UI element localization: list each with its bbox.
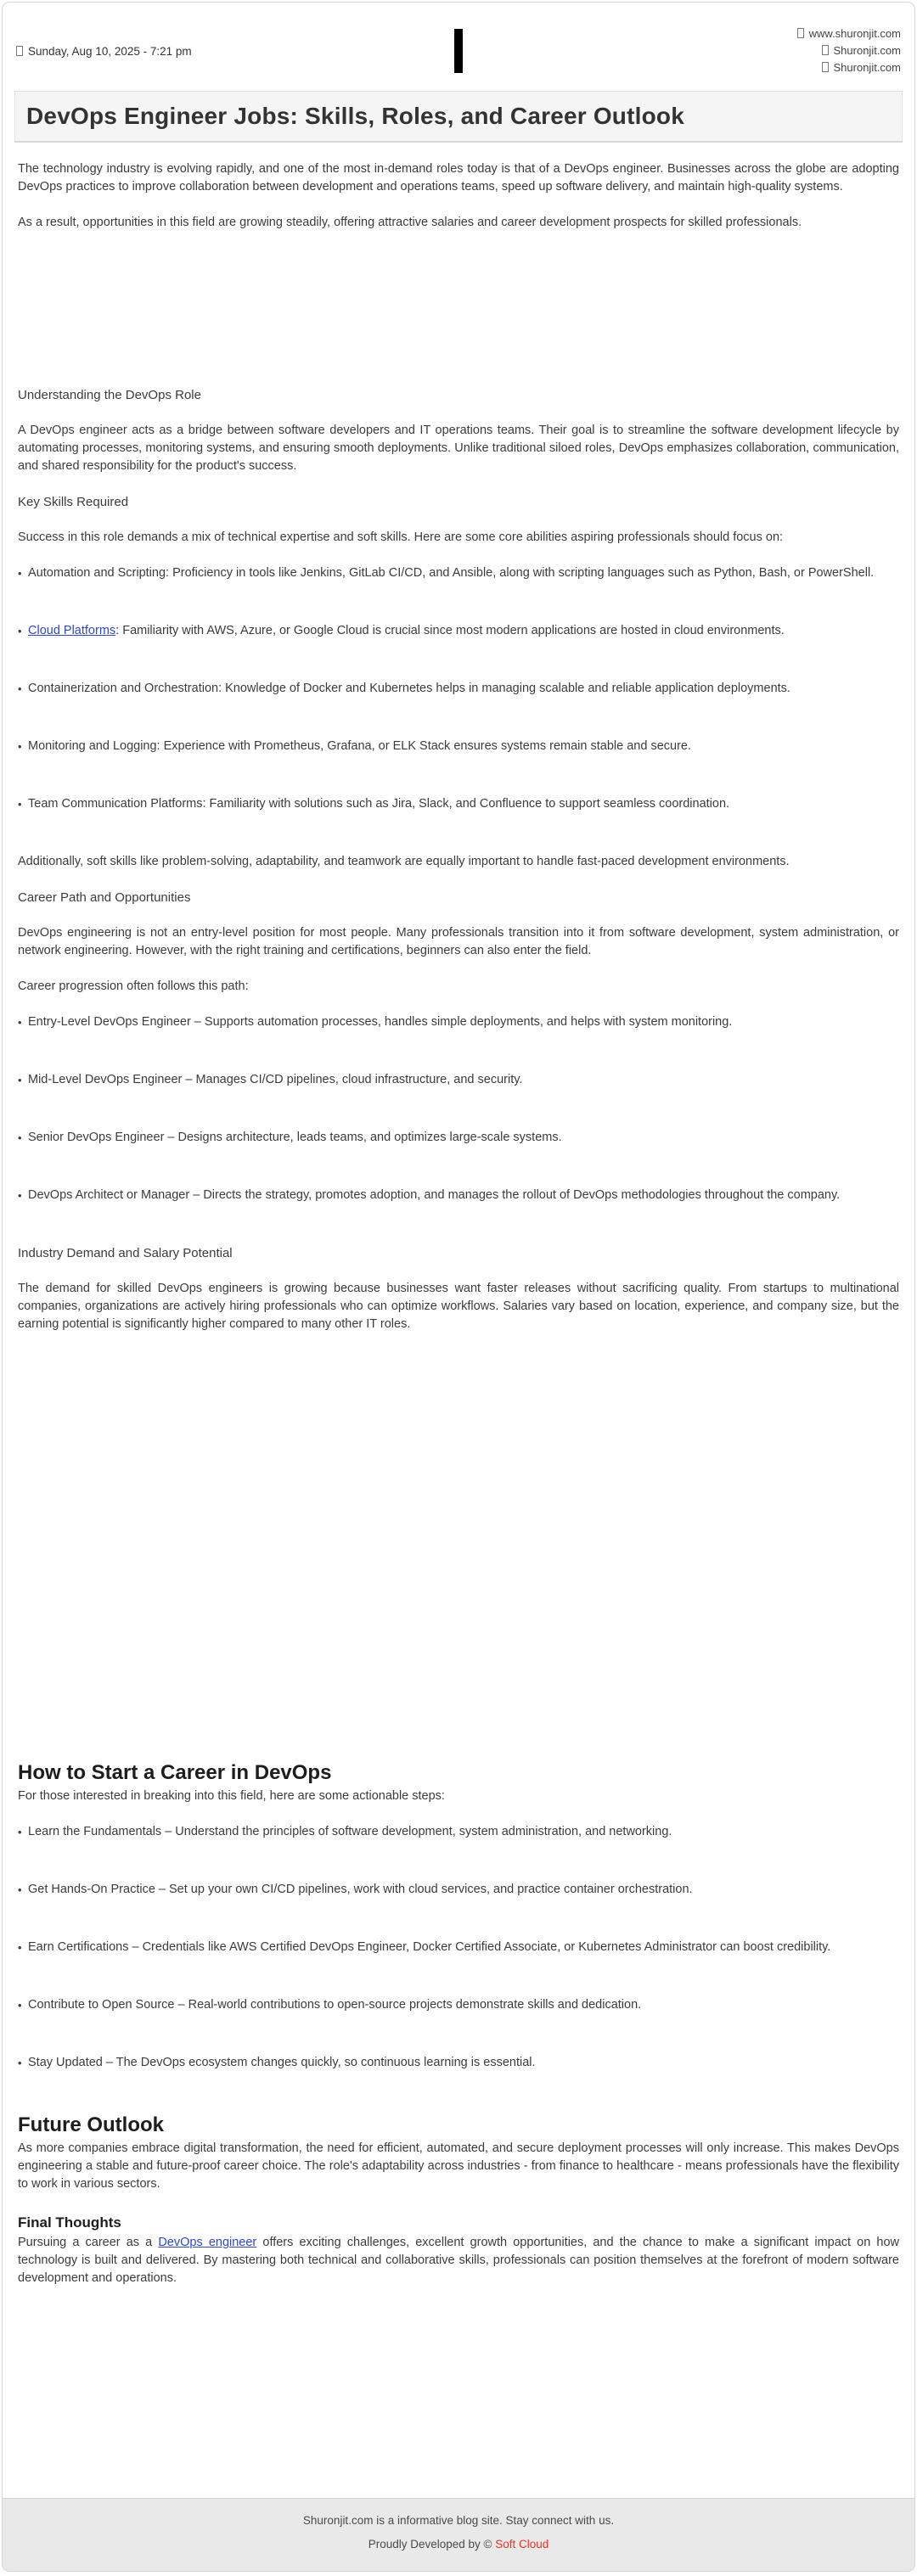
footer-credit-text: Proudly Developed by © bbox=[368, 2538, 496, 2551]
list-item bbox=[28, 680, 899, 698]
article-body bbox=[3, 143, 914, 2472]
industry-paragraph: The demand for skilled DevOps engineers is growing because businesses want faster releases without sacrificing quality. From startups to multinational companies, organizations are actively hiring professionals who can optimize workflows. Salaries vary based on location, experience, and company size, but the earning potential is significantly higher compared to many other IT roles. bbox=[18, 1282, 899, 1331]
section-heading-final-thoughts: Final Thoughts bbox=[18, 2214, 121, 2231]
cloud-platforms-link[interactable]: Cloud Platforms bbox=[28, 624, 116, 637]
list-item-text: : Familiarity with AWS, Azure, or Google Cloud is crucial since most modern applications are hosted in cloud environments. bbox=[115, 624, 785, 637]
list-item-text: Monitoring and Logging: Experience with Prometheus, Grafana, or ELK Stack ensures systems remain stable and secure. bbox=[28, 739, 691, 753]
soft-skills-note: Additionally, soft skills like problem-solving, adaptability, and teamwork are equally important to handle fast-paced development environments. bbox=[18, 855, 790, 868]
section-heading-key-skills: Key Skills Required bbox=[18, 495, 129, 509]
list-item bbox=[28, 795, 899, 813]
site-footer bbox=[3, 2498, 914, 2571]
site-link-1[interactable]: Shuronjit.com bbox=[833, 44, 901, 57]
understanding-paragraph: A DevOps engineer acts as a bridge between software developers and IT operations teams. Their goal is to streamline the software development lifecycle by automating processes, monitoring systems, and ensuring smooth deployments. Unlike traditional siloed roles, DevOps emphasizes collaboration, communication, and shared responsibility for the product's success. bbox=[18, 424, 899, 473]
list-item bbox=[28, 1129, 899, 1147]
career-path-list bbox=[18, 1013, 899, 1204]
site-links bbox=[463, 25, 901, 76]
site-link-2[interactable]: Shuronjit.com bbox=[833, 61, 901, 74]
empty-ad-slot bbox=[18, 250, 899, 368]
post-date: Sunday, Aug 10, 2025 - 7:21 pm bbox=[28, 44, 192, 58]
intro-paragraph-1: The technology industry is evolving rapidly, and one of the most in-demand roles today is that of a DevOps engineer. Businesses across the globe are adopting DevOps practices to improve collaboration between development and operations teams, speed up software delivery, and maintain high-quality systems. bbox=[18, 162, 899, 194]
globe-icon bbox=[797, 28, 804, 38]
empty-ad-slot bbox=[18, 1351, 899, 1754]
list-item bbox=[28, 1996, 899, 2014]
how-to-start-list bbox=[18, 1823, 899, 2072]
section-heading-career-path: Career Path and Opportunities bbox=[18, 890, 191, 905]
section-heading-industry: Industry Demand and Salary Potential bbox=[18, 1246, 233, 1260]
article-title: DevOps Engineer Jobs: Skills, Roles, and Career Outlook bbox=[26, 103, 684, 129]
intro-paragraph-2: As a result, opportunities in this field are growing steadily, offering attractive salaries and career development prospects for skilled professionals. bbox=[18, 216, 802, 229]
list-item-text: DevOps Architect or Manager – Directs the strategy, promotes adoption, and manages the rollout of DevOps methodologies throughout the company. bbox=[28, 1188, 841, 1202]
list-item-text: Mid-Level DevOps Engineer – Manages CI/CD pipelines, cloud infrastructure, and security. bbox=[28, 1073, 523, 1086]
soft-cloud-link[interactable]: Soft Cloud bbox=[495, 2538, 549, 2551]
link-icon bbox=[822, 62, 829, 72]
site-logo bbox=[454, 29, 463, 73]
list-item-text: Senior DevOps Engineer – Designs architecture, leads teams, and optimizes large-scale systems. bbox=[28, 1131, 562, 1144]
list-item bbox=[28, 1013, 899, 1031]
list-item-text: Earn Certifications – Credentials like AWS Certified DevOps Engineer, Docker Certified Associate, or Kubernetes Administrator can boost credibility. bbox=[28, 1940, 831, 1954]
list-item bbox=[28, 622, 899, 640]
site-link-row bbox=[463, 42, 901, 59]
list-item-text: Entry-Level DevOps Engineer – Supports automation processes, handles simple deployments, and helps with system monitoring. bbox=[28, 1015, 733, 1029]
list-item bbox=[28, 738, 899, 755]
list-item bbox=[28, 1071, 899, 1089]
footer-credit bbox=[11, 2538, 906, 2551]
footer-tagline: Shuronjit.com is a informative blog site. Stay connect with us. bbox=[302, 2514, 615, 2527]
list-item bbox=[28, 1187, 899, 1204]
site-link-www[interactable]: www.shuronjit.com bbox=[808, 27, 901, 40]
list-item-text: Stay Updated – The DevOps ecosystem changes quickly, so continuous learning is essential. bbox=[28, 2056, 536, 2069]
list-item bbox=[28, 1823, 899, 1841]
page-card bbox=[2, 2, 915, 2572]
list-item bbox=[28, 1881, 899, 1899]
list-item bbox=[28, 564, 899, 582]
future-outlook-paragraph: As more companies embrace digital transformation, the need for efficient, automated, and secure deployment processes will only increase. This makes DevOps engineering a stable and future-proof career choice. The role's adaptability across industries - from finance to healthcare - means professionals have the flexibility to work in various sectors. bbox=[18, 2141, 899, 2191]
section-heading-future-outlook: Future Outlook bbox=[18, 2113, 164, 2136]
list-item bbox=[28, 2054, 899, 2072]
career-path-paragraph: DevOps engineering is not an entry-level position for most people. Many professionals transition into it from software development, system administration, or network engineering. However, with the right training and certifications, beginners can also enter the field. bbox=[18, 926, 899, 957]
site-link-row bbox=[463, 59, 901, 76]
list-item-text: Contribute to Open Source – Real-world contributions to open-source projects demonstrate skills and dedication. bbox=[28, 1998, 642, 2012]
final-thoughts-paragraph bbox=[18, 2234, 899, 2287]
logo-wrap bbox=[454, 29, 463, 73]
devops-engineer-link[interactable]: DevOps engineer bbox=[158, 2236, 257, 2249]
list-item-text: Get Hands-On Practice – Set up your own CI/CD pipelines, work with cloud services, and practice container orchestration. bbox=[28, 1883, 693, 1896]
list-item-text: Learn the Fundamentals – Understand the principles of software development, system administration, and networking. bbox=[28, 1825, 672, 1838]
how-to-start-lead: For those interested in breaking into this field, here are some actionable steps: bbox=[18, 1789, 445, 1803]
section-heading-how-to-start: How to Start a Career in DevOps bbox=[18, 1761, 332, 1784]
post-date-wrap bbox=[16, 45, 454, 58]
site-link-row bbox=[463, 25, 901, 42]
list-item bbox=[28, 1939, 899, 1956]
site-header bbox=[3, 3, 914, 87]
article-title-box bbox=[14, 91, 903, 143]
final-thoughts-text: offers exciting challenges, excellent growth opportunities, and the chance to make a significant impact on how technology is built and delivered. By mastering both technical and collaborative skills, professionals can position themselves at the forefront of modern software development and operations. bbox=[18, 2236, 900, 2285]
key-skills-list bbox=[18, 564, 899, 813]
list-item-text: Team Communication Platforms: Familiarity with solutions such as Jira, Slack, and Confluence to support seamless coordination. bbox=[28, 797, 730, 811]
final-thoughts-text: Pursuing a career as a bbox=[18, 2236, 159, 2249]
list-item-text: Containerization and Orchestration: Knowledge of Docker and Kubernetes helps in managing scalable and reliable application deployments. bbox=[28, 682, 790, 695]
key-skills-lead: Success in this role demands a mix of technical expertise and soft skills. Here are some core abilities aspiring professionals should focus on: bbox=[18, 530, 784, 544]
career-path-lead: Career progression often follows this path: bbox=[18, 979, 249, 993]
calendar-icon bbox=[16, 46, 23, 56]
link-icon bbox=[822, 45, 829, 55]
list-item-text: Automation and Scripting: Proficiency in tools like Jenkins, GitLab CI/CD, and Ansible, along with scripting languages such as Python, Bash, or PowerShell. bbox=[28, 566, 875, 580]
section-heading-understanding: Understanding the DevOps Role bbox=[18, 388, 201, 402]
